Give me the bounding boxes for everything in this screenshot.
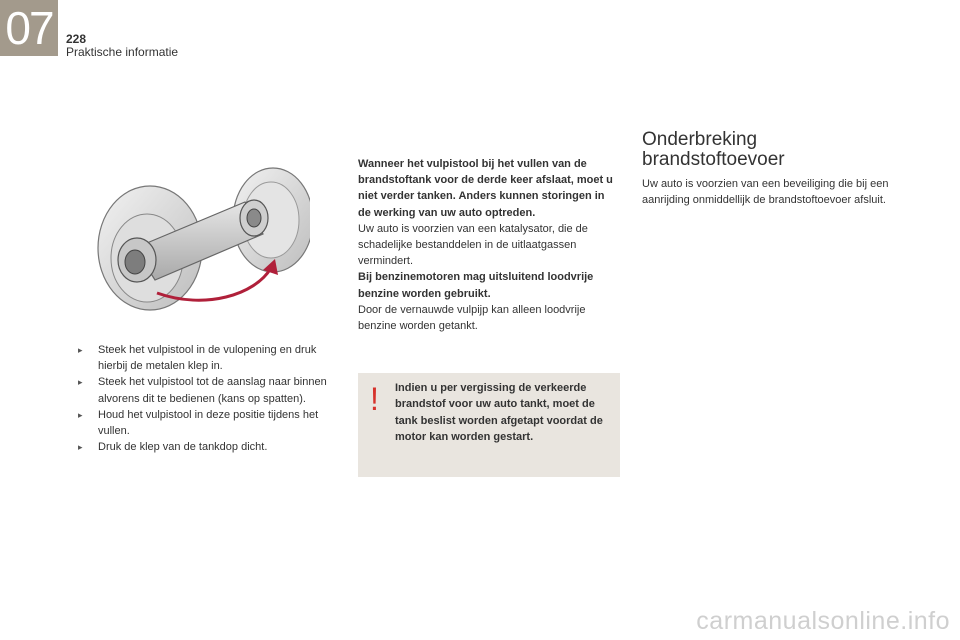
nozzle-end-right-core: [247, 209, 261, 227]
refuelling-notes: [358, 156, 620, 334]
chapter-number: 07: [5, 2, 53, 54]
heading-line-2: brandstoftoevoer: [642, 149, 785, 170]
step-text: Steek het vulpistool tot de aanslag naar binnen alvorens dit te bedienen (kans op spatten).: [98, 376, 327, 405]
list-item: [78, 439, 330, 455]
fuel-cutoff-description: Uw auto is voorzien van een beveiliging die bij een aanrijding onmiddellijk de brandstoftoevoer afsluit.: [642, 178, 889, 207]
step-text: Druk de klep van de tankdop dicht.: [98, 441, 268, 454]
filler-pipe-note: Door de vernauwde vulpijp kan alleen loodvrije benzine worden getankt.: [358, 303, 586, 333]
arrow-bullet-icon: ▸: [78, 345, 83, 355]
section-title: Praktische informatie: [66, 45, 179, 59]
arrow-bullet-icon: ▸: [78, 377, 83, 388]
catalyst-note: Uw auto is voorzien van een katalysator, die de schadelijke bestanddelen in de uitlaatgassen vermindert.: [358, 222, 588, 268]
wrong-fuel-warning-box: [358, 373, 620, 477]
fuel-nozzle-illustration: [95, 160, 310, 320]
heading-line-1: Onderbreking: [642, 129, 758, 150]
list-item: [78, 342, 330, 374]
unleaded-requirement: Bij benzinemotoren mag uitsluitend loodvrije benzine worden gebruikt.: [358, 271, 594, 300]
third-cutoff-warning: Wanneer het vulpistool bij het vullen van de brandstoftank voor de derde keer afslaat, moet u niet verder tanken. Anders kunnen storingen in de werking van uw auto optreden.: [358, 158, 613, 219]
step-text: Steek het vulpistool in de vulopening en druk hierbij de metalen klep in.: [98, 344, 317, 373]
exclamation-icon: !: [370, 381, 379, 417]
page-number: 228: [66, 32, 87, 46]
instruction-list: [78, 342, 330, 455]
section-heading: [642, 130, 912, 170]
nozzle-tip-core: [125, 250, 145, 274]
step-text: Houd het vulpistool in deze positie tijdens het vullen.: [98, 408, 319, 438]
watermark: carmanualsonline.info: [696, 607, 950, 635]
arrow-bullet-icon: ▸: [78, 442, 83, 453]
list-item: [78, 407, 330, 439]
list-item: [78, 374, 330, 406]
chapter-tab: [0, 0, 58, 56]
arrow-bullet-icon: ▸: [78, 409, 83, 420]
wrong-fuel-warning-text: Indien u per vergissing de verkeerde brandstof voor uw auto tankt, moet de tank beslist worden afgetapt voordat de motor kan worden gestart.: [395, 382, 603, 444]
